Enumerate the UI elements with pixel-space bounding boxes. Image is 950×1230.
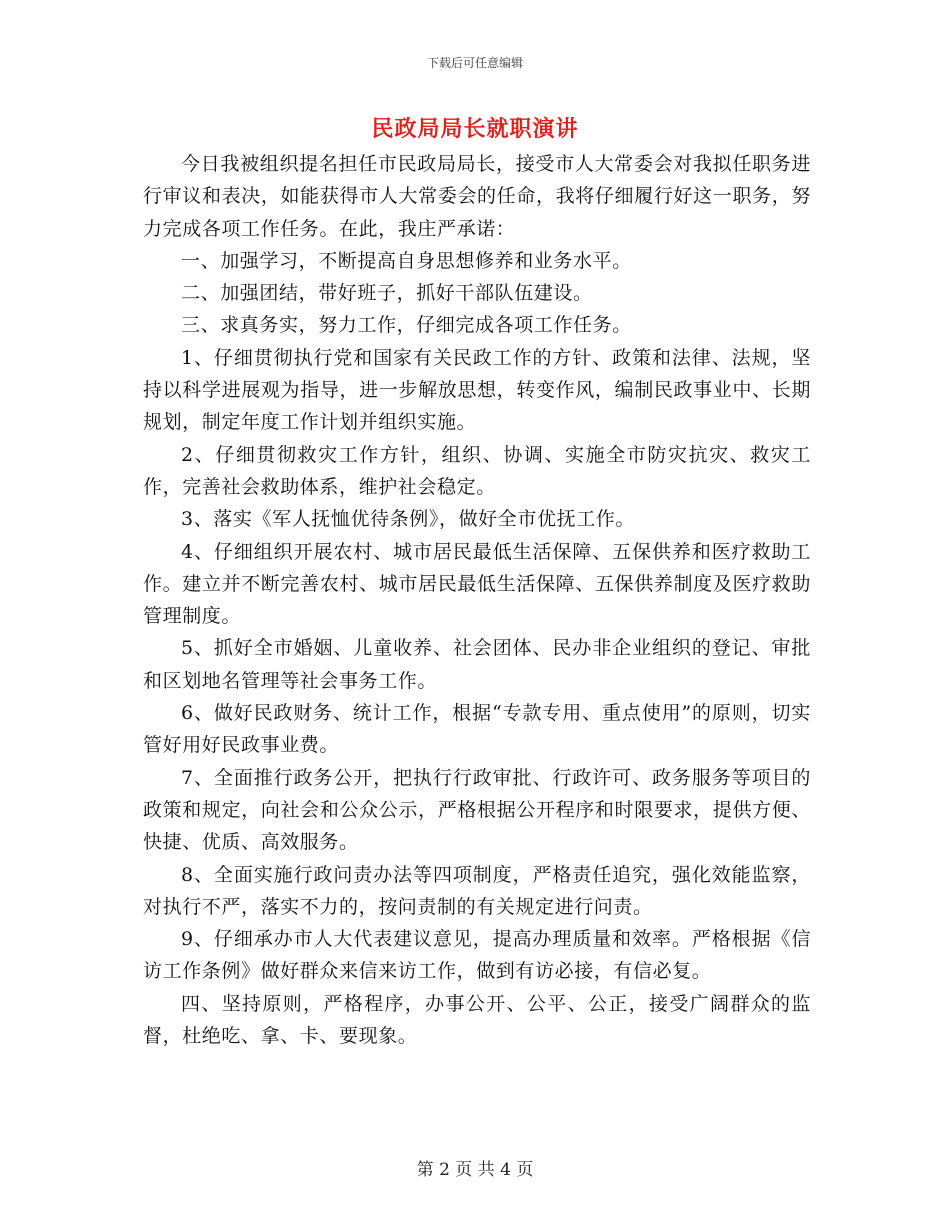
paragraph-item-8: 8、全面实施行政问责办法等四项制度，严格责任追究，强化效能监察，对执行不严，落实不力的，按问责制的有关规定进行问责。: [143, 863, 811, 918]
paragraph-item-2: 2、仔细贯彻救灾工作方针，组织、协调、实施全市防灾抗灾、救灾工作，完善社会救助体系，维护社会稳定。: [143, 443, 811, 498]
paragraph-item-4: 4、仔细组织开展农村、城市居民最低生活保障、五保供养和医疗救助工作。建立并不断完善农村、城市居民最低生活保障、五保供养制度及医疗救助管理制度。: [143, 540, 811, 628]
paragraph-point-2: 二、加强团结，带好班子，抓好干部队伍建设。: [181, 282, 593, 305]
paragraph-item-9: 9、仔细承办市人大代表建议意见，提高办理质量和效率。严格根据《信访工作条例》做好群众来信来访工作，做到有访必接，有信必复。: [143, 928, 811, 983]
paragraph-intro: 今日我被组织提名担任市民政局局长，接受市人大常委会对我拟任职务进行审议和表决，如能获得市人大常委会的任命，我将仔细履行好这一职务，努力完成各项工作任务。在此，我庄严承诺：: [143, 153, 811, 240]
page-header-note: 下载后可任意编辑: [426, 56, 523, 70]
page-number-footer: 第 2 页 共 4 页: [416, 1160, 534, 1180]
paragraph-item-3: 3、落实《军人抚恤优待条例》，做好全市优抚工作。: [181, 508, 635, 531]
paragraph-item-7: 7、全面推行政务公开，把执行行政审批、行政许可、政务服务等项目的政策和规定，向社会和公众公示，严格根据公开程序和时限要求，提供方便、快捷、优质、高效服务。: [143, 766, 811, 854]
paragraph-point-1: 一、加强学习，不断提高自身思想修养和业务水平。: [181, 249, 632, 272]
paragraph-item-5: 5、抓好全市婚姻、儿童收养、社会团体、民办非企业组织的登记、审批和区划地名管理等社会事务工作。: [143, 637, 811, 692]
paragraph-item-1: 1、仔细贯彻执行党和国家有关民政工作的方针、政策和法律、法规，坚持以科学进展观为指导，进一步解放思想，转变作风，编制民政事业中、长期规划，制定年度工作计划并组织实施。: [143, 346, 811, 434]
document-body: [143, 148, 811, 1052]
paragraph-item-6: 6、做好民政财务、统计工作，根据“专款专用、重点使用”的原则，切实管好用好民政事业费。: [143, 702, 811, 757]
paragraph-point-4: 四、坚持原则，严格程序，办事公开、公平、公正，接受广阔群众的监督，杜绝吃、拿、卡、要现象。: [143, 992, 811, 1048]
paragraph-point-3: 三、求真务实，努力工作，仔细完成各项工作任务。: [181, 314, 632, 337]
document-title: 民政局局长就职演讲: [371, 116, 579, 142]
